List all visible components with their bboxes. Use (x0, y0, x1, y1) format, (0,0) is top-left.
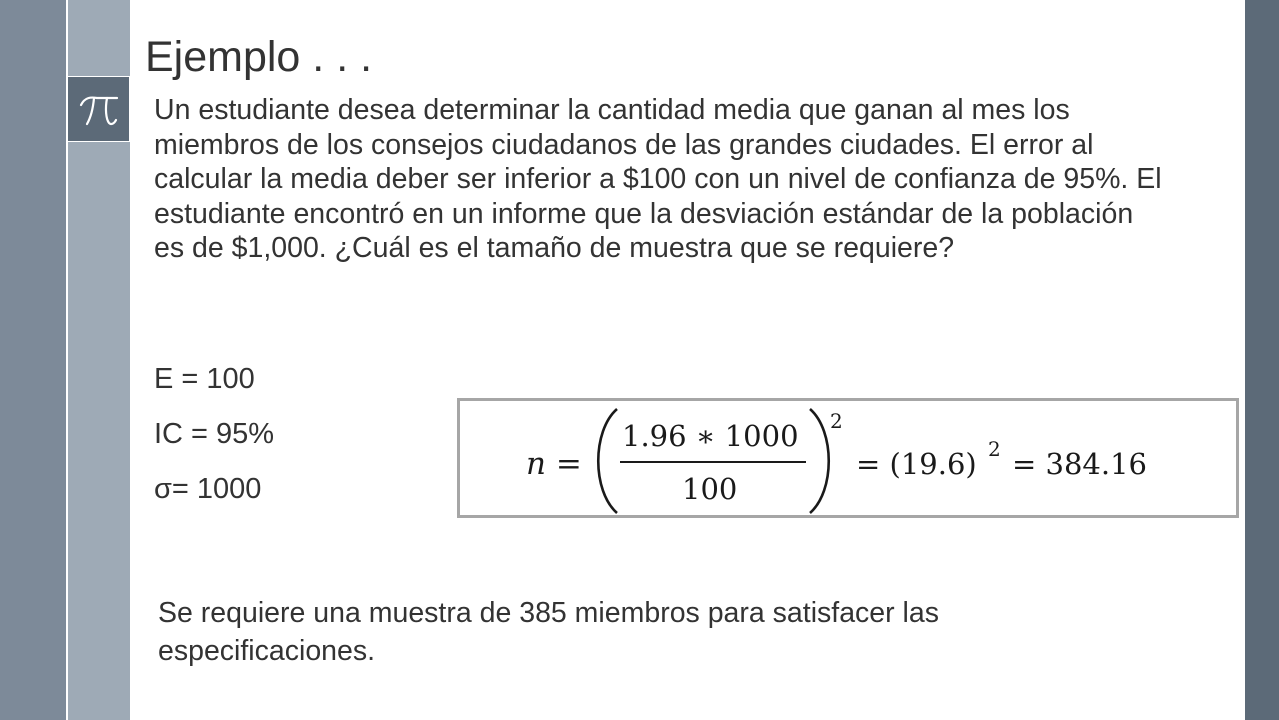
right-sidebar-band (1245, 0, 1279, 720)
left-sidebar-band (0, 0, 66, 720)
problem-statement: Un estudiante desea determinar la cantidad media que ganan al mes los miembros de los consejos ciudadanos de las grandes ciudades. El error al calcular la media deber ser inferior a $100 con un nivel de confianza de 95%. El estudiante encontró en un informe que la desviación estándar de la población es de $1,000. ¿Cuál es el tamaño de muestra que se requiere? (154, 94, 1162, 264)
pi-symbol-icon (67, 76, 130, 142)
conclusion-text: Se requiere una muestra de 385 miembros para satisfacer las especificaciones. (158, 597, 939, 667)
formula-lhs: n = (526, 446, 582, 482)
formula-result: = 384.16 (1012, 447, 1147, 481)
left-paren (598, 409, 617, 513)
formula-numerator: 1.96 ∗ 1000 (622, 419, 799, 453)
given-sigma: σ= 1000 (154, 473, 262, 505)
given-confidence: IC = 95% (154, 418, 275, 450)
formula-denominator: 100 (682, 472, 738, 506)
formula-middle: = (19.6) (856, 447, 977, 481)
given-error: E = 100 (154, 363, 255, 395)
slide-title: Ejemplo . . . (145, 33, 373, 81)
formula-box (457, 398, 1239, 518)
formula-exponent: 2 (830, 409, 843, 433)
formula-middle-exponent: 2 (988, 437, 1001, 461)
right-paren (810, 409, 829, 513)
